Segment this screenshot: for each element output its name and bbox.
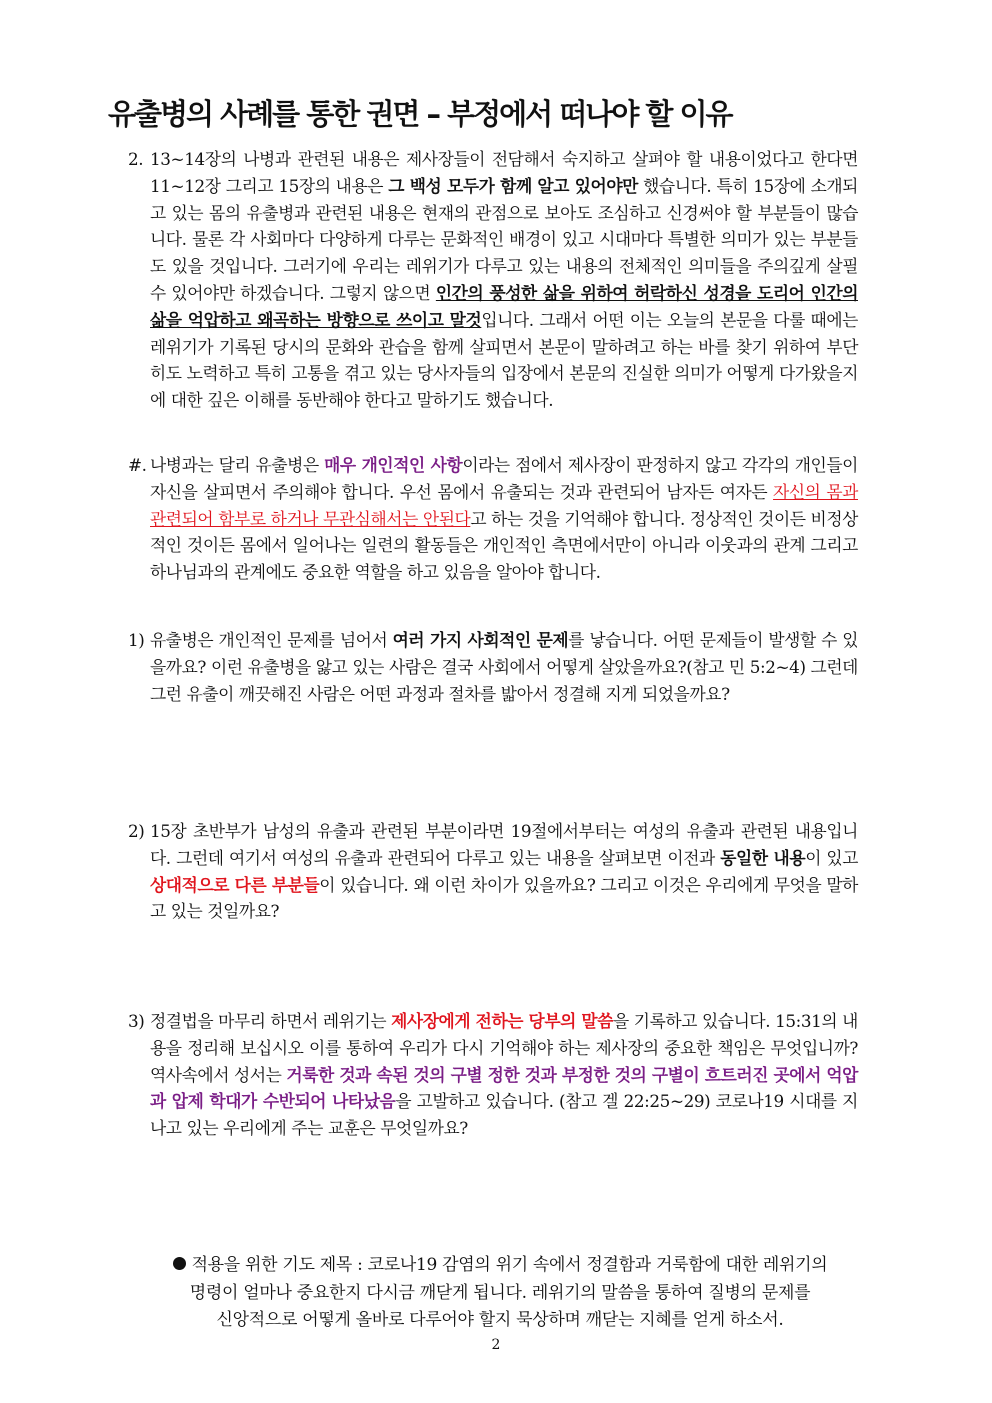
prayer-line-2: 명령이 얼마나 중요한지 다시금 깨닫게 됩니다. 레위기의 말씀을 통하여 질병의 문제를 — [189, 1282, 811, 1303]
text-run: 이 있습니다. 왜 이런 차이가 있을까요? 그리고 이것은 우리에게 무엇을 말하고 있는 것일까요? — [150, 874, 858, 922]
text-run: 를 낳습니다. 어떤 문제들이 발생할 수 있을까요? 이런 유출병을 앓고 있는 사람은 결국 사회에서 어떻게 살았을까요?(참고 민 5:2~4) 그런데 그런 유출이 깨끗해진 사람은 어떤 과정과 절차를 밟아서 정결해 지게 되었을까요? — [150, 630, 859, 704]
text-run: 했습니다. 특히 15장에 소개되고 있는 몸의 유출병과 관련된 내용은 현재의 관점으로 보아도 조심하고 신경써야 할 부분들이 많습니다. 물론 각 사회마다 다양하게 다루는 문화적인 배경이 있고 시대마다 특별한 의미가 있는 부분들도 있을 것입니다. 그러기에 우리는 레위기가 다루고 있는 내용의 전체적인 의미들을 주의깊게 살필 수 있어야만 하겠습니다. 그렇지 않으면 — [150, 175, 858, 303]
bold-emphasis: 동일한 내용 — [720, 847, 806, 868]
question-body — [150, 818, 858, 925]
text-run: 을 고발하고 있습니다. (참고 겔 22:25~29) 코로나19 시대를 지나고 있는 우리에게 주는 교훈은 무엇일까요? — [150, 1091, 858, 1139]
text-run: 을 기록하고 있습니다. 15:31의 내용을 정리해 보십시오 이를 통하여 우리가 다시 기억해야 하는 제사장의 중요한 책임은 무엇입니까? 역사속에서 성서는 — [150, 1011, 858, 1085]
prayer-line-3: 신앙적으로 어떻게 올바로 다루어야 할지 묵상하며 깨닫는 지혜를 얻게 하소서. — [216, 1310, 784, 1330]
prayer-box — [130, 1252, 870, 1335]
prayer-text: 적용을 위한 기도 제목 : 코로나19 감염의 위기 속에서 정결함과 거룩함에 대한 레위기의 — [191, 1255, 828, 1275]
red-underlined-emphasis: 자신의 몸과 관련되어 함부로 하거나 무관심해서는 안된다 — [150, 481, 858, 529]
page-number: 2 — [491, 1337, 501, 1353]
text-run: 이라는 점에서 제사장이 판정하지 않고 각각의 개인들이 자신을 살피면서 주의해야 합니다. 우선 몸에서 유출되는 것과 관련되어 남자든 여자든 — [150, 455, 858, 502]
purple-emphasis: 매우 개인적인 사항 — [324, 455, 463, 475]
question-2 — [128, 818, 858, 925]
red-emphasis: 상대적으로 다른 부분들 — [150, 874, 320, 895]
question-marker: 1) — [128, 630, 145, 650]
paragraph-note — [128, 452, 858, 586]
text-run: 나병과는 달리 유출병은 — [150, 455, 325, 475]
paragraph-2 — [128, 146, 858, 414]
question-3 — [128, 1008, 858, 1142]
paragraph-marker: 2. — [128, 149, 144, 169]
paragraph-body — [150, 146, 858, 414]
question-marker: 3) — [128, 1011, 145, 1031]
text-run: 유출병은 개인적인 문제를 넘어서 — [150, 630, 393, 650]
question-1 — [128, 627, 858, 707]
question-body — [150, 627, 858, 707]
text-run: 정결법을 마무리 하면서 레위기는 — [150, 1011, 392, 1031]
paragraph-body — [150, 452, 858, 586]
text-run: 입니다. 그래서 어떤 이는 오늘의 본문을 다룰 때에는 레위기가 기록된 당시의 문화와 관습을 함께 살피면서 본문이 말하려고 하는 바를 찾기 위하여 부단히도 노력하고 특히 고통을 겪고 있는 당사자들의 입장에서 본문의 진실한 의미가 어떻게 다가왔을지에 대한 깊은 이해를 동반해야 한다고 말하기도 했습니다. — [150, 309, 859, 411]
purple-emphasis: 거룩한 것과 속된 것의 구별 정한 것과 부정한 것의 구별이 흐트러진 곳에서 억압과 압제 학대가 수반되어 나타났음 — [150, 1064, 858, 1112]
question-marker: 2) — [128, 821, 145, 841]
question-body — [150, 1008, 858, 1142]
prayer-line-1 — [130, 1252, 870, 1280]
bullet-icon — [173, 1257, 186, 1270]
text-run: 13~14장의 나병과 관련된 내용은 제사장들이 전담해서 숙지하고 살펴야 할 내용이었다고 한다면 11~12장 그리고 15장의 내용은 — [150, 149, 858, 196]
paragraph-marker: #. — [128, 455, 147, 475]
bold-emphasis: 여러 가지 사회적인 문제 — [392, 630, 569, 650]
text-run: 이 있고 — [805, 847, 859, 868]
text-run: 고 하는 것을 기억해야 합니다. 정상적인 것이든 비정상적인 것이든 몸에서 일어나는 일련의 활동들은 개인적인 측면에서만이 아니라 이웃과의 관계 그리고 하나님과의 관계에도 중요한 역할을 하고 있음을 알아야 합니다. — [150, 508, 858, 583]
underlined-emphasis: 인간의 풍성한 삶을 위하여 허락하신 성경을 도리어 인간의 삶을 억압하고 왜곡하는 방향으로 쓰이고 말것 — [150, 282, 858, 330]
red-emphasis: 제사장에게 전하는 당부의 말씀 — [391, 1011, 614, 1031]
bold-emphasis: 그 백성 모두가 함께 알고 있어야만 — [388, 175, 638, 196]
page-title: 유출병의 사례를 통한 권면 – 부정에서 떠나야 할 이유 — [108, 97, 732, 131]
text-run: 15장 초반부가 남성의 유출과 관련된 부분이라면 19절에서부터는 여성의 유출과 관련된 내용입니다. 그런데 여기서 여성의 유출과 관련되어 다루고 있는 내용을 살펴보면 이전과 — [150, 821, 858, 868]
